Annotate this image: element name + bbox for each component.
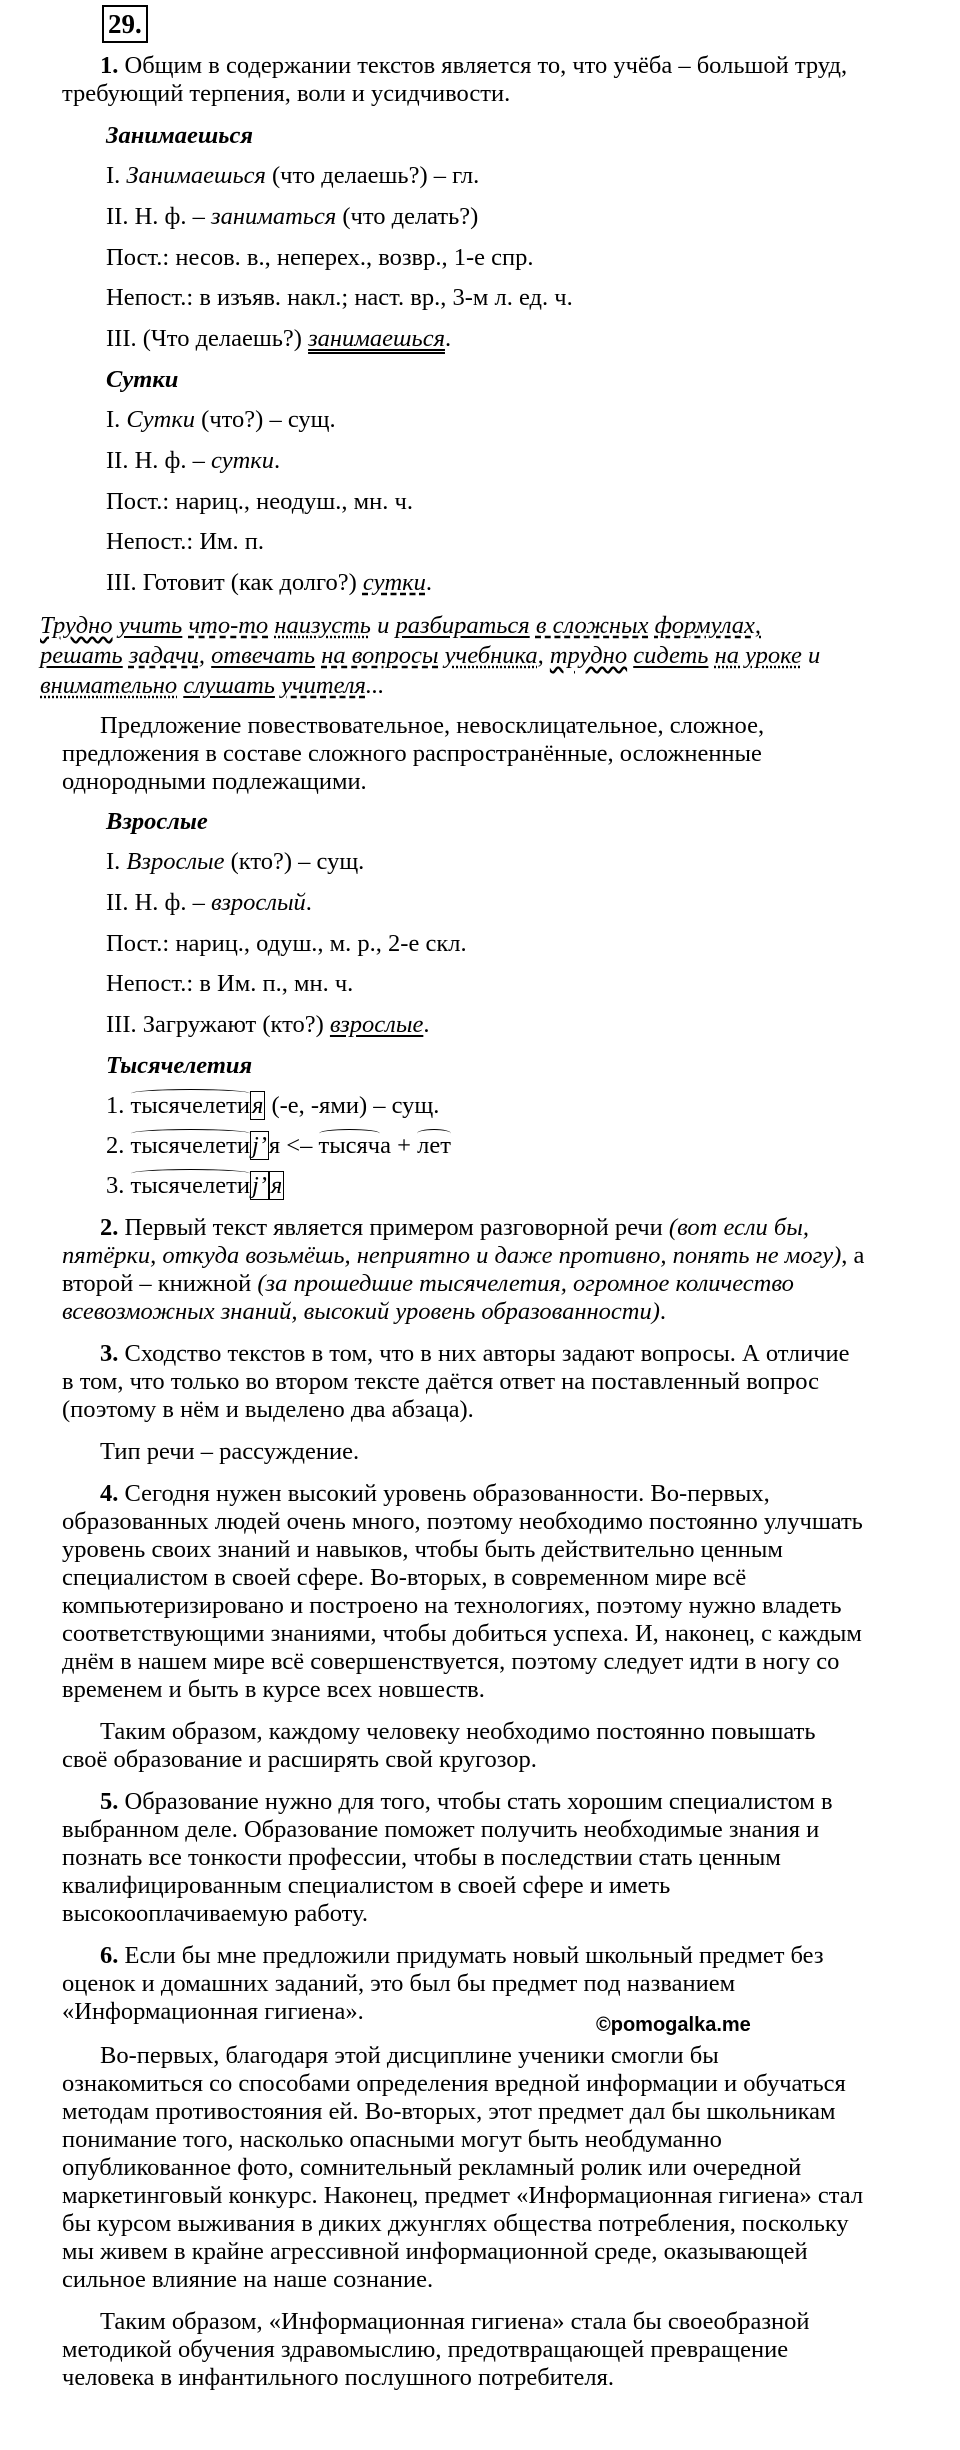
p2-line4 — [62, 1298, 666, 1326]
p2-l4b: . — [659, 1298, 667, 1325]
p4-line2: образованных людей очень много, поэтому необходимо постоянно улучшать — [62, 1508, 863, 1535]
p5-line5: высокооплачиваемую работу. — [62, 1900, 368, 1927]
p4-line1 — [100, 1480, 770, 1508]
p4-line7: днём в нашем мире всё совершенствуется, поэтому следует идти в ногу со — [62, 1648, 840, 1675]
w2-line5 — [106, 569, 432, 597]
w2-l5-word: сутки — [362, 569, 426, 596]
w2-l2b: . — [274, 447, 281, 474]
s-t4: наизусть — [274, 612, 371, 639]
w3-l1a: I. — [106, 848, 127, 875]
p2-l3a: второй – книжной — [62, 1270, 258, 1297]
analysis-line3: однородными подлежащими. — [62, 768, 367, 795]
p6-conclusion2: методикой обучения здравомыслию, предотвращающей превращение — [62, 2336, 789, 2363]
w1-l1a: I. — [106, 162, 127, 189]
s-t13: учебника — [444, 642, 538, 669]
w1-line3: Пост.: несов. в., неперех., возвр., 1-е спр. — [106, 244, 534, 271]
p2-l1a: Первый текст является примером разговорной речи — [124, 1214, 669, 1241]
s-t1: Трудно — [40, 612, 113, 639]
p3-l1: Сходство текстов в том, что в них авторы задают вопросы. А отличие — [124, 1340, 850, 1367]
s-t10: задачи — [128, 642, 199, 669]
p4-conclusion2: своё образование и расширять свой кругозор. — [62, 1746, 537, 1773]
p6-conclusion3: человека в инфантильного послушного потребителя. — [62, 2364, 614, 2391]
w1-l5a: III. (Что делаешь?) — [106, 325, 309, 352]
w4-morph1 — [106, 1092, 439, 1120]
p6-body8: мы живем в крайне агрессивной информационной среде, оказывающей — [62, 2238, 808, 2265]
w1-heading: Занимаешься — [106, 122, 253, 149]
p6-conclusion1: Таким образом, «Информационная гигиена» стала бы своеобразной — [100, 2308, 810, 2335]
p6-l1: Если бы мне предложили придумать новый школьный предмет без — [124, 1942, 824, 1969]
p2-line2 — [62, 1242, 864, 1270]
p6-body5: опубликованное фото, сомнительный рекламный ролик или очередной — [62, 2154, 802, 2181]
p6-body9: сильное влияние на наше сознание. — [62, 2266, 434, 2293]
w4-morph3 — [106, 1172, 284, 1200]
w2-line1 — [106, 406, 336, 434]
p6-line1 — [100, 1942, 824, 1970]
w2-l2-word: сутки — [211, 447, 275, 474]
w1-l5b: . — [444, 325, 452, 352]
p5-number: 5. — [100, 1788, 119, 1815]
p5-line3: познать все тонкости профессии, чтобы в последствии стать ценным — [62, 1844, 781, 1871]
s-t12: на вопросы — [321, 642, 439, 669]
s-t2: учить — [118, 612, 183, 639]
p4-line8: временем и быть в курсе всех новшеств. — [62, 1676, 485, 1703]
w4-m1-num: 1. — [106, 1092, 131, 1119]
w4-m1-root: тысячелети — [130, 1092, 250, 1119]
p4-conclusion1: Таким образом, каждому человеку необходимо постоянно повышать — [100, 1718, 816, 1745]
p4-number: 4. — [100, 1480, 119, 1507]
w4-m2-root2: тысяч — [318, 1132, 381, 1159]
w4-m3-root: тысячелети — [130, 1172, 250, 1199]
w3-l1b: (кто?) – сущ. — [224, 848, 365, 875]
w4-morph2 — [106, 1132, 451, 1160]
p6-number: 6. — [100, 1942, 119, 1969]
s-t6: разбираться — [395, 612, 530, 639]
s-t19: слушать — [183, 672, 275, 699]
w4-m2-tail: я <– — [268, 1132, 319, 1159]
watermark: ©pomogalka.me — [596, 2014, 751, 2036]
w4-m1-ending: я — [251, 1092, 264, 1119]
p2-line1 — [100, 1214, 809, 1242]
s-t9: решать — [40, 642, 123, 669]
sentence-line2: решать задачи, отвечать на вопросы учебника, трудно сидеть на уроке и — [40, 642, 821, 669]
w4-heading: Тысячелетия — [106, 1052, 253, 1079]
w1-l1b: (что делаешь?) – гл. — [265, 162, 480, 189]
w2-l1a: I. — [106, 406, 127, 433]
s-t18: внимательно — [40, 672, 178, 699]
p4-line4: специалистом в своей сфере. Во-вторых, в современном мире всё — [62, 1564, 747, 1591]
p2-l1b: (вот если бы, — [668, 1214, 809, 1241]
w1-l2-word: заниматься — [211, 203, 337, 230]
p2-l2b: , а — [841, 1242, 865, 1269]
w4-m1-tail: (-е, -ями) – сущ. — [265, 1092, 440, 1119]
p3-type: Тип речи – рассуждение. — [100, 1438, 360, 1465]
s-t3: что-то — [188, 612, 269, 639]
p3-line3: (поэтому в нём и выделено два абзаца). — [62, 1396, 474, 1423]
p1-line1 — [100, 52, 847, 80]
w1-l1-word: Занимаешься — [126, 162, 266, 189]
p6-body3: методам противостояния ей. Во-вторых, этот предмет дал бы школьникам — [62, 2098, 836, 2125]
s-ellipsis: ... — [365, 672, 385, 699]
s-t15: сидеть — [633, 642, 709, 669]
w2-line2 — [106, 447, 280, 475]
w3-l2a: II. Н. ф. – — [106, 889, 212, 916]
p1-text1: Общим в содержании текстов является то, что учёба – большой труд, — [124, 52, 848, 79]
p4-line5: компьютеризировано и построено на технологиях, поэтому нужно владеть — [62, 1592, 842, 1619]
s-t5: и — [377, 612, 390, 639]
p6-body6: маркетинговый конкурс. Наконец, предмет «Информационная гигиена» стал — [62, 2182, 864, 2209]
w3-l1-word: Взрослые — [126, 848, 225, 875]
p6-body2: ознакомиться со способами определения вредной информации и обучаться — [62, 2070, 846, 2097]
w1-l2a: II. Н. ф. – — [106, 203, 212, 230]
w2-l5a: III. Готовит (как долго?) — [106, 569, 363, 596]
w2-l1b: (что?) – сущ. — [195, 406, 336, 433]
p3-line1 — [100, 1340, 850, 1368]
s-t8: формулах, — [654, 612, 762, 639]
w1-l5-word: занимаешься — [308, 325, 445, 352]
w1-line2 — [106, 203, 478, 231]
w3-line2 — [106, 889, 312, 917]
w4-m2-box: j’ — [251, 1132, 267, 1159]
p6-line2: оценок и домашних заданий, это был бы предмет под названием — [62, 1970, 736, 1997]
w4-m2-root3: лет — [417, 1132, 451, 1159]
p2-number: 2. — [100, 1214, 119, 1241]
p5-line1 — [100, 1788, 833, 1816]
w2-heading: Сутки — [106, 366, 179, 393]
p1-line2: требующий терпения, воли и усидчивости. — [62, 80, 511, 107]
w3-line5 — [106, 1011, 429, 1039]
w4-m2-num: 2. — [106, 1132, 131, 1159]
w4-m2-root: тысячелети — [130, 1132, 250, 1159]
p1-number: 1. — [100, 52, 119, 79]
p6-body4: понимание того, насколько опасными могут быть необдуманно — [62, 2126, 722, 2153]
w3-l2b: . — [305, 889, 312, 916]
p5-l1: Образование нужно для того, чтобы стать хорошим специалистом в — [124, 1788, 833, 1815]
w3-line3: Пост.: нариц., одуш., м. р., 2-е скл. — [106, 930, 467, 957]
p4-l1: Сегодня нужен высокий уровень образованности. Во-первых, — [124, 1480, 770, 1507]
s-t11: отвечать — [211, 642, 316, 669]
s-t20: учителя — [281, 672, 366, 699]
p2-line3 — [62, 1270, 794, 1298]
w2-line3: Пост.: нариц., неодуш., мн. ч. — [106, 488, 413, 515]
s-t16: на уроке — [714, 642, 802, 669]
w4-m3-box: j’ — [251, 1172, 267, 1199]
p4-line6: соответствующими знаниями, чтобы добиться успеха. И, наконец, с каждым — [62, 1620, 862, 1647]
p6-body7: бы курсом выживания в диких джунглях общества потребления, поскольку — [62, 2210, 849, 2237]
task-number: 29. — [102, 5, 148, 43]
w4-m2-end2: а — [380, 1132, 392, 1159]
w1-line1 — [106, 162, 479, 190]
w2-l2a: II. Н. ф. – — [106, 447, 212, 474]
w1-line4: Непост.: в изъяв. накл.; наст. вр., 3-м л. ед. ч. — [106, 284, 573, 311]
w1-l2b: (что делать?) — [336, 203, 479, 230]
w1-line5 — [106, 325, 451, 353]
w2-l5b: . — [425, 569, 432, 596]
w4-m2-plus: + — [391, 1132, 418, 1159]
p5-line4: квалифицированным специалистом в своей сфере и иметь — [62, 1872, 671, 1899]
s-t17: и — [808, 642, 821, 669]
p6-body1: Во-первых, благодаря этой дисциплине ученики смогли бы — [100, 2042, 719, 2069]
p2-l4a: всевозможных знаний, высокий уровень образованности) — [62, 1298, 660, 1325]
w4-m3-num: 3. — [106, 1172, 131, 1199]
p2-l3b: (за прошедшие тысячелетия, огромное количество — [257, 1270, 794, 1297]
w3-l5b: . — [423, 1011, 430, 1038]
p2-l2a: пятёрки, откуда возьмёшь, неприятно и даже противно, понять не могу) — [62, 1242, 842, 1269]
w3-l2-word: взрослый — [211, 889, 306, 916]
p5-line2: выбранном деле. Образование поможет получить необходимые знания и — [62, 1816, 820, 1843]
w3-l5-word: взрослые — [329, 1011, 424, 1038]
w2-l1-word: Сутки — [126, 406, 196, 433]
analysis-line2: предложения в составе сложного распространённые, осложненные — [62, 740, 762, 767]
p3-line2: в том, что только во втором тексте даётся ответ на поставленный вопрос — [62, 1368, 820, 1395]
s-t14: трудно — [549, 642, 628, 669]
analysis-line1: Предложение повествовательное, невосклицательное, сложное, — [100, 712, 765, 739]
w3-l5a: III. Загружают (кто?) — [106, 1011, 330, 1038]
sentence-line3 — [40, 672, 384, 700]
w3-line1 — [106, 848, 364, 876]
w3-line4: Непост.: в Им. п., мн. ч. — [106, 970, 354, 997]
w3-heading: Взрослые — [106, 808, 208, 835]
s-t7: в сложных — [535, 612, 649, 639]
p4-line3: уровень своих знаний и навыков, чтобы быть действительно ценным — [62, 1536, 783, 1563]
w4-m3-ending: я — [270, 1172, 283, 1199]
p3-number: 3. — [100, 1340, 119, 1367]
w2-line4: Непост.: Им. п. — [106, 528, 265, 555]
p6-line3: «Информационная гигиена». — [62, 1998, 364, 2025]
sentence-line1 — [40, 612, 761, 640]
